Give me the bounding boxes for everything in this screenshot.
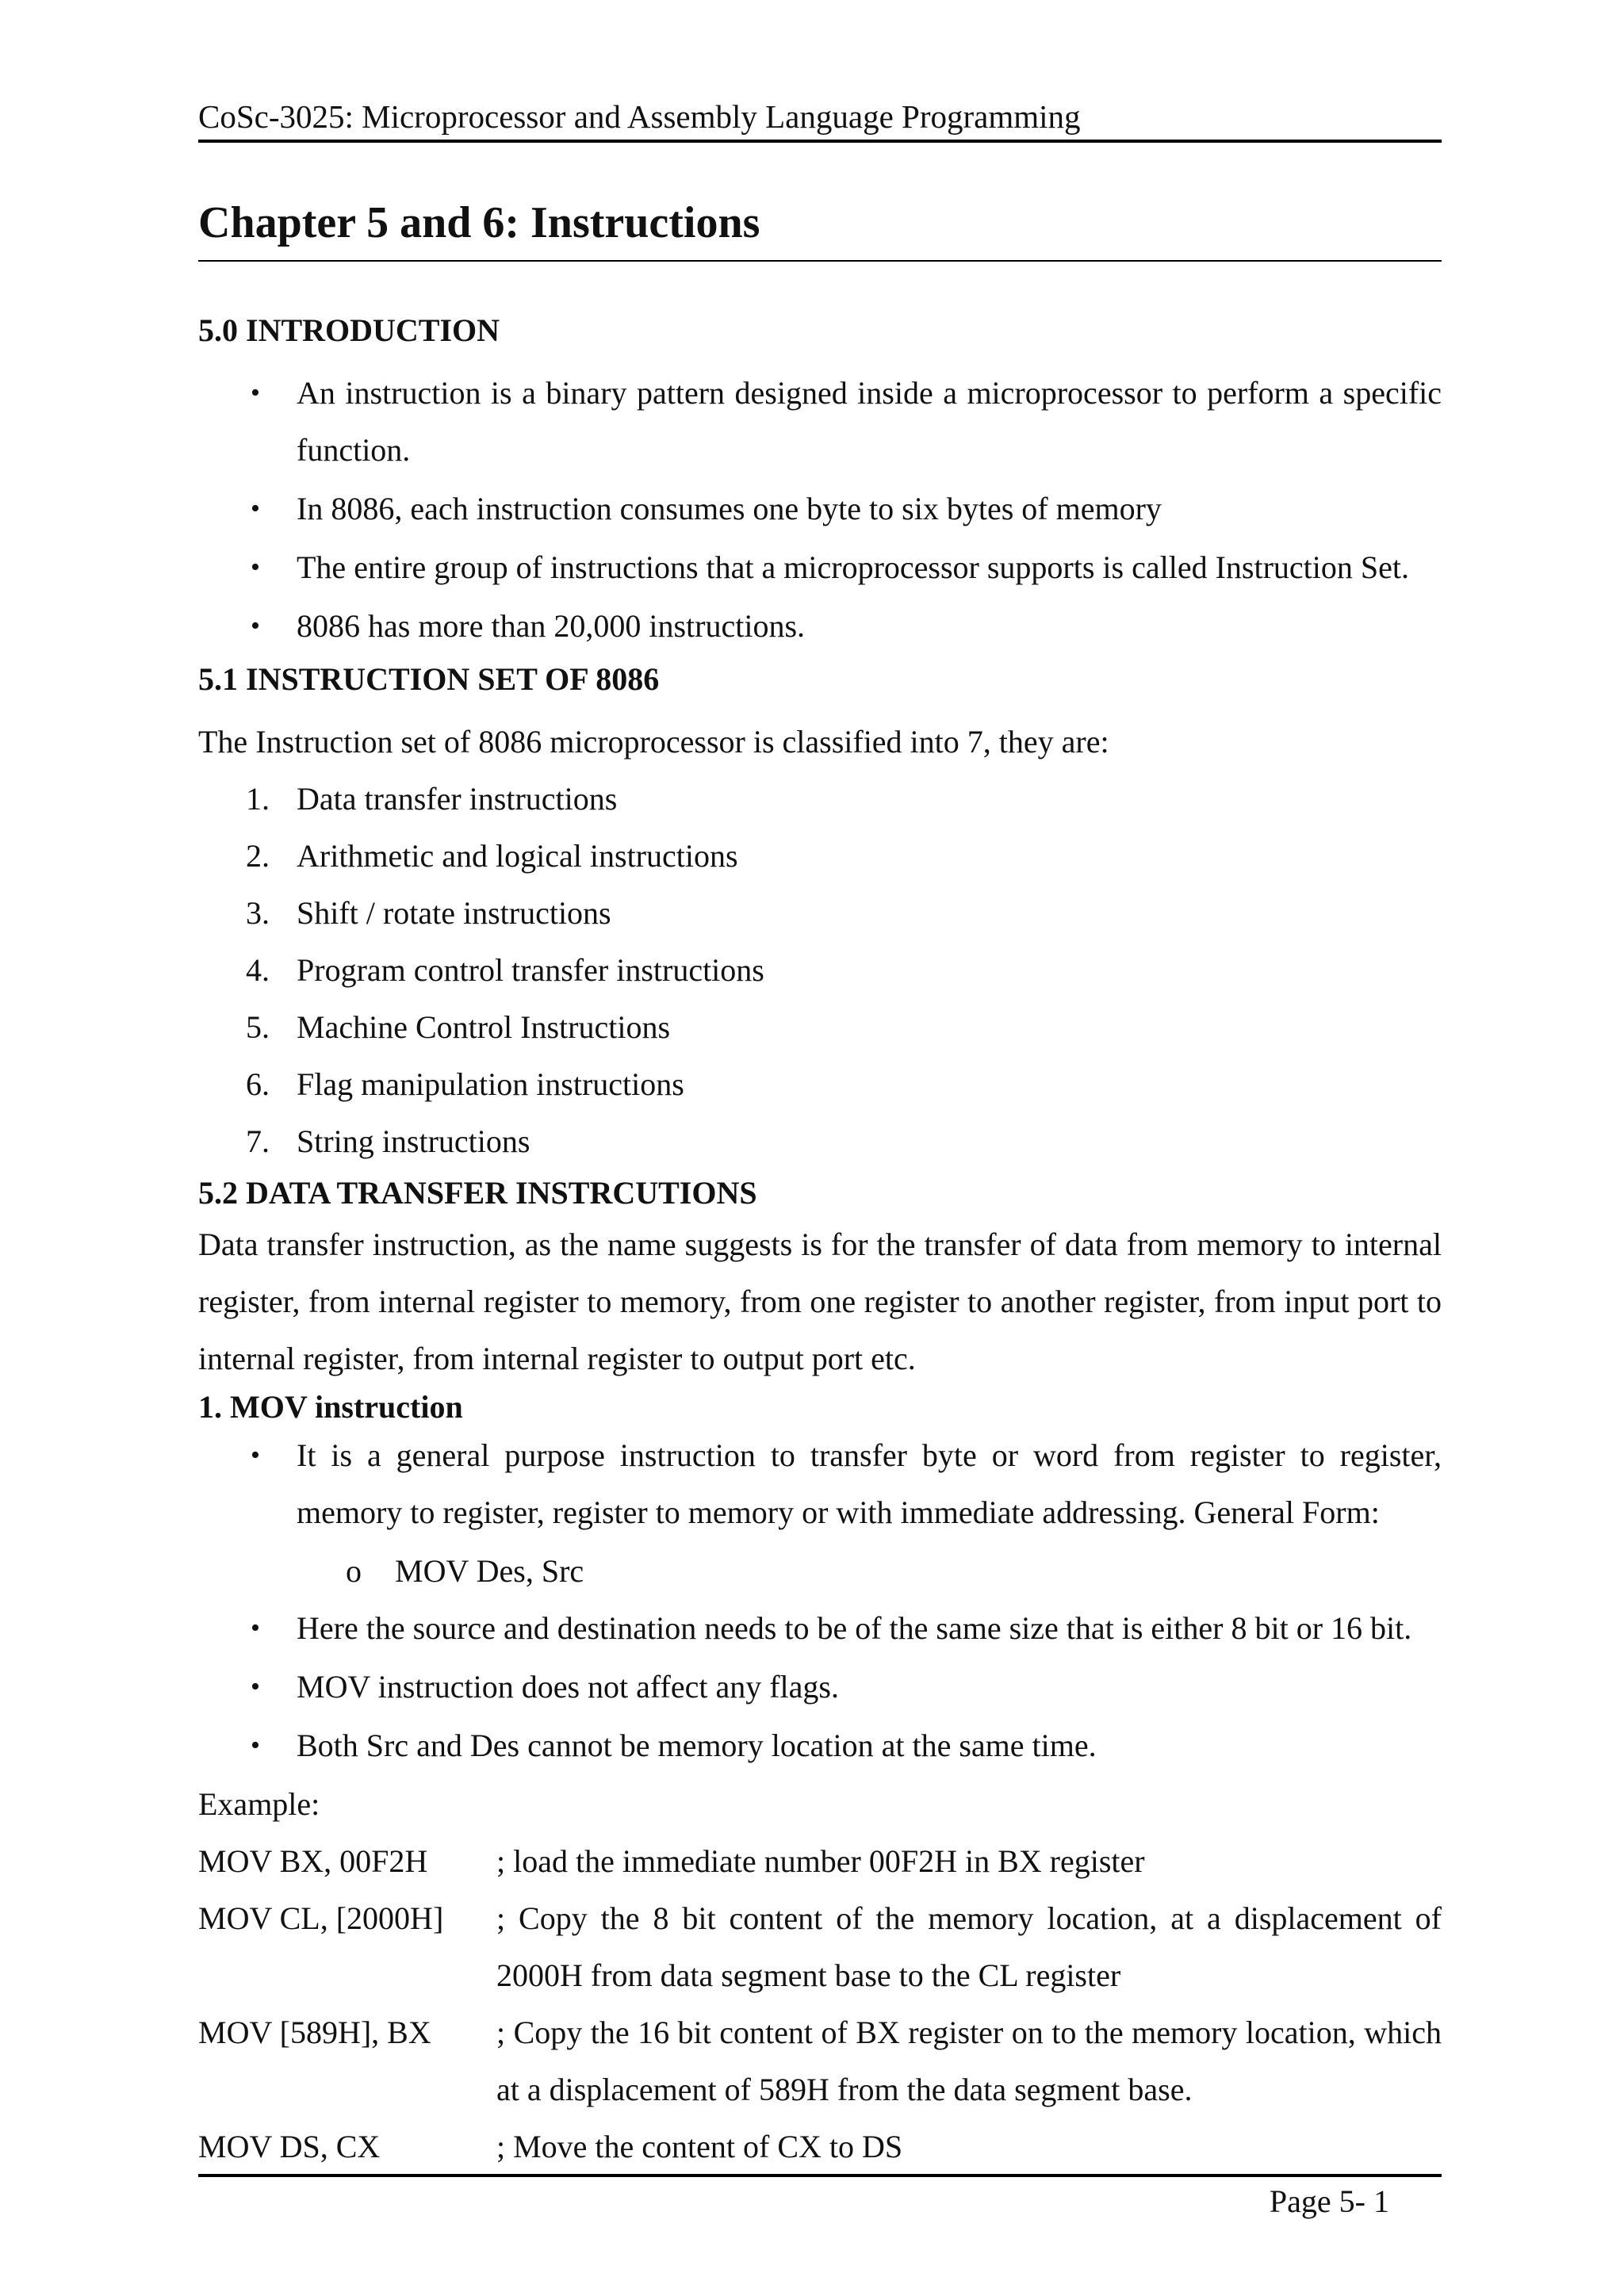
example-row [198, 2118, 1442, 2175]
list-number: 3. [246, 895, 270, 931]
subsection-heading-mov: 1. MOV instruction [198, 1389, 463, 1425]
list-item-text: Arithmetic and logical instructions [297, 838, 738, 874]
list-item-text: Flag manipulation instructions [297, 1066, 684, 1102]
list-number: 6. [246, 1066, 270, 1102]
list-item-text: 8086 has more than 20,000 instructions. [297, 608, 806, 644]
general-form-text: MOV Des, Src [395, 1553, 584, 1589]
bullet-icon: • [251, 1731, 260, 1760]
page-number: Page 5- 1 [1269, 2183, 1389, 2219]
list-number: 2. [246, 838, 270, 874]
list-item [198, 1659, 1442, 1716]
example-code: MOV CL, [2000H] [198, 1900, 444, 1936]
list-number: 7. [246, 1123, 270, 1159]
data-transfer-paragraph: Data transfer instruction, as the name suggests is for the transfer of data from memory to internal register, from internal register to memory, from one register to another register, from input port to internal register, from internal register to output port etc. [198, 1226, 1442, 1376]
list-item [198, 942, 1442, 999]
running-header: CoSc-3025: Microprocessor and Assembly Language Programming [198, 97, 1442, 143]
mov-rules-list [198, 1600, 1442, 1774]
instruction-class-list [198, 771, 1442, 1170]
list-item [198, 539, 1442, 596]
example-list [198, 1833, 1442, 2175]
chapter-title: Chapter 5 and 6: Instructions [198, 195, 1442, 262]
list-item [198, 771, 1442, 828]
list-item [198, 365, 1442, 479]
section-heading-instruction-set: 5.1 INSTRUCTION SET OF 8086 [198, 661, 660, 697]
list-number: 1. [246, 781, 270, 817]
bullet-icon: • [251, 1441, 260, 1470]
list-item-text: Data transfer instructions [297, 781, 618, 817]
bullet-icon: • [251, 378, 260, 408]
bullet-icon: • [251, 553, 260, 582]
list-item-text: Shift / rotate instructions [297, 895, 611, 931]
footer-rule [198, 2174, 1442, 2177]
example-code: MOV BX, 00F2H [198, 1843, 428, 1879]
example-comment: ; load the immediate number 00F2H in BX register [496, 1843, 1145, 1879]
bullet-icon: • [251, 494, 260, 523]
list-item [198, 1600, 1442, 1657]
example-comment: ; Move the content of CX to DS [496, 2129, 903, 2164]
list-item [198, 480, 1442, 538]
circle-bullet-icon: o [346, 1553, 362, 1589]
example-code: MOV [589H], BX [198, 2015, 431, 2050]
example-label: Example: [198, 1786, 320, 1822]
list-item [198, 885, 1442, 942]
list-item [198, 1427, 1442, 1541]
list-item-text: The entire group of instructions that a microprocessor supports is called Instruction Set. [297, 549, 1410, 585]
list-item-text: In 8086, each instruction consumes one byte to six bytes of memory [297, 491, 1162, 526]
example-comment: ; Copy the 8 bit content of the memory location, at a displacement of 2000H from data segment base to the CL register [496, 1900, 1442, 1993]
mov-bullet-list [198, 1427, 1442, 1541]
list-number: 5. [246, 1009, 270, 1045]
list-item-text: It is a general purpose instruction to transfer byte or word from register to register, memory to register, register to memory or with immediate addressing. General Form: [297, 1437, 1442, 1530]
list-item-text: Here the source and destination needs to be of the same size that is either 8 bit or 16 bit. [297, 1610, 1412, 1646]
list-item-text: Program control transfer instructions [297, 952, 764, 988]
list-item [198, 1056, 1442, 1113]
general-form [198, 1543, 1442, 1600]
intro-bullet-list [198, 365, 1442, 655]
example-row [198, 1833, 1442, 1890]
bullet-icon: • [251, 1672, 260, 1701]
example-row [198, 2004, 1442, 2118]
section-heading-introduction: 5.0 INTRODUCTION [198, 312, 500, 348]
list-item [198, 1113, 1442, 1170]
bullet-icon: • [251, 1613, 260, 1643]
example-comment: ; Copy the 16 bit content of BX register on to the memory location, which at a displacement of 589H from the data segment base. [496, 2015, 1442, 2107]
example-row [198, 1890, 1442, 2004]
bullet-icon: • [251, 611, 260, 641]
list-item-text: MOV instruction does not affect any flags. [297, 1669, 839, 1705]
list-item-text: An instruction is a binary pattern designed inside a microprocessor to perform a specific function. [297, 375, 1442, 468]
list-item [198, 1717, 1442, 1774]
list-number: 4. [246, 952, 270, 988]
list-item [198, 999, 1442, 1056]
page-body [198, 308, 1442, 2175]
section-heading-data-transfer: 5.2 DATA TRANSFER INSTRCUTIONS [198, 1175, 757, 1211]
list-item [198, 598, 1442, 655]
list-item [198, 828, 1442, 885]
list-item-text: Machine Control Instructions [297, 1009, 671, 1045]
list-item-text: Both Src and Des cannot be memory location at the same time. [297, 1728, 1097, 1763]
example-code: MOV DS, CX [198, 2129, 381, 2164]
list-item-text: String instructions [297, 1123, 530, 1159]
instruction-set-intro: The Instruction set of 8086 microprocessor is classified into 7, they are: [198, 724, 1109, 760]
